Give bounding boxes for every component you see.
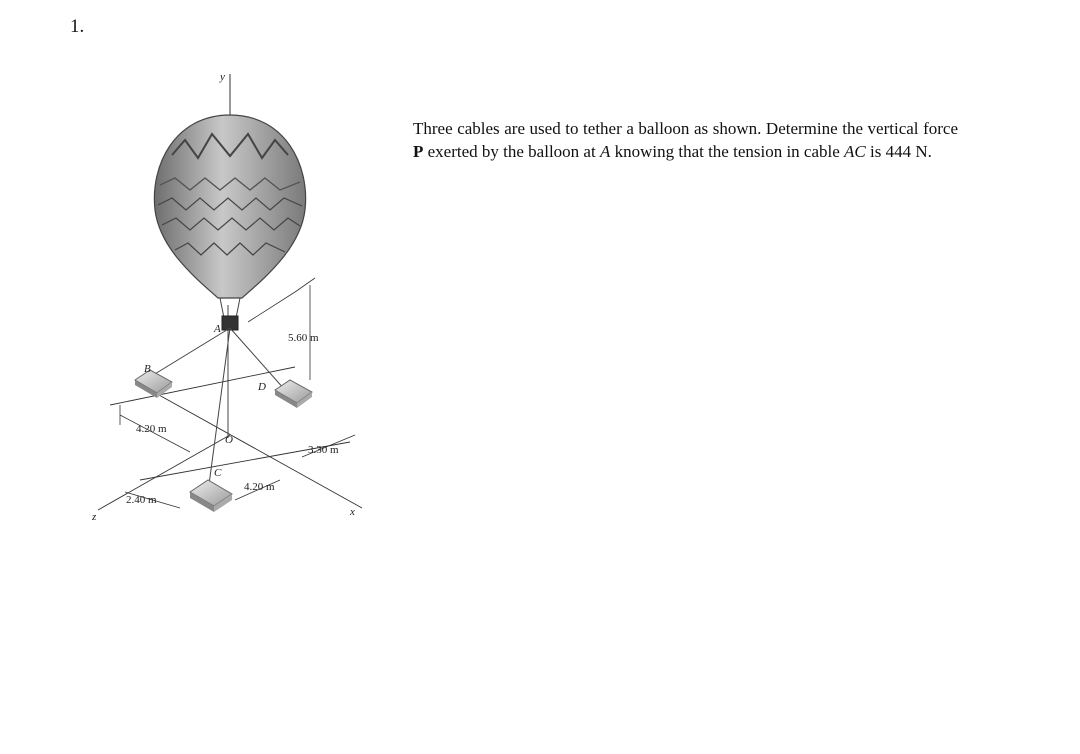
balloon-envelope [154, 115, 305, 330]
problem-number: 1. [70, 16, 85, 37]
problem-text-3: knowing that the tension in cable [610, 142, 845, 161]
point-label-a: A [214, 323, 221, 335]
point-label-d: D [258, 381, 266, 393]
dim-b: 4.20 m [136, 423, 167, 435]
point-label-o: O [225, 434, 233, 446]
dim-c-z: 2.40 m [126, 494, 157, 506]
y-axis [219, 71, 230, 118]
axis-label-z: z [92, 511, 97, 523]
y-axis-label: y [220, 71, 225, 83]
dim-d: 3.30 m [308, 444, 339, 456]
problem-text-4: is 444 N. [865, 142, 932, 161]
point-label-c: C [214, 467, 222, 479]
problem-text-2: exerted by the balloon at [423, 142, 600, 161]
cable-ref: AC [844, 142, 866, 161]
problem-statement [413, 117, 958, 163]
axis-label-x: x [350, 506, 355, 518]
anchor-c [190, 480, 232, 512]
point-label-b: B [144, 363, 151, 375]
anchor-d [275, 380, 312, 408]
point-a-ref: A [599, 142, 611, 161]
dim-height: 5.60 m [288, 332, 319, 344]
ground-axes [98, 305, 362, 510]
balloon-figure [80, 60, 380, 540]
problem-text-1: Three cables are used to tether a balloon as shown. Determine the vertical force [413, 119, 958, 138]
dim-c-x: 4.20 m [244, 481, 275, 493]
force-symbol: P [413, 142, 424, 161]
